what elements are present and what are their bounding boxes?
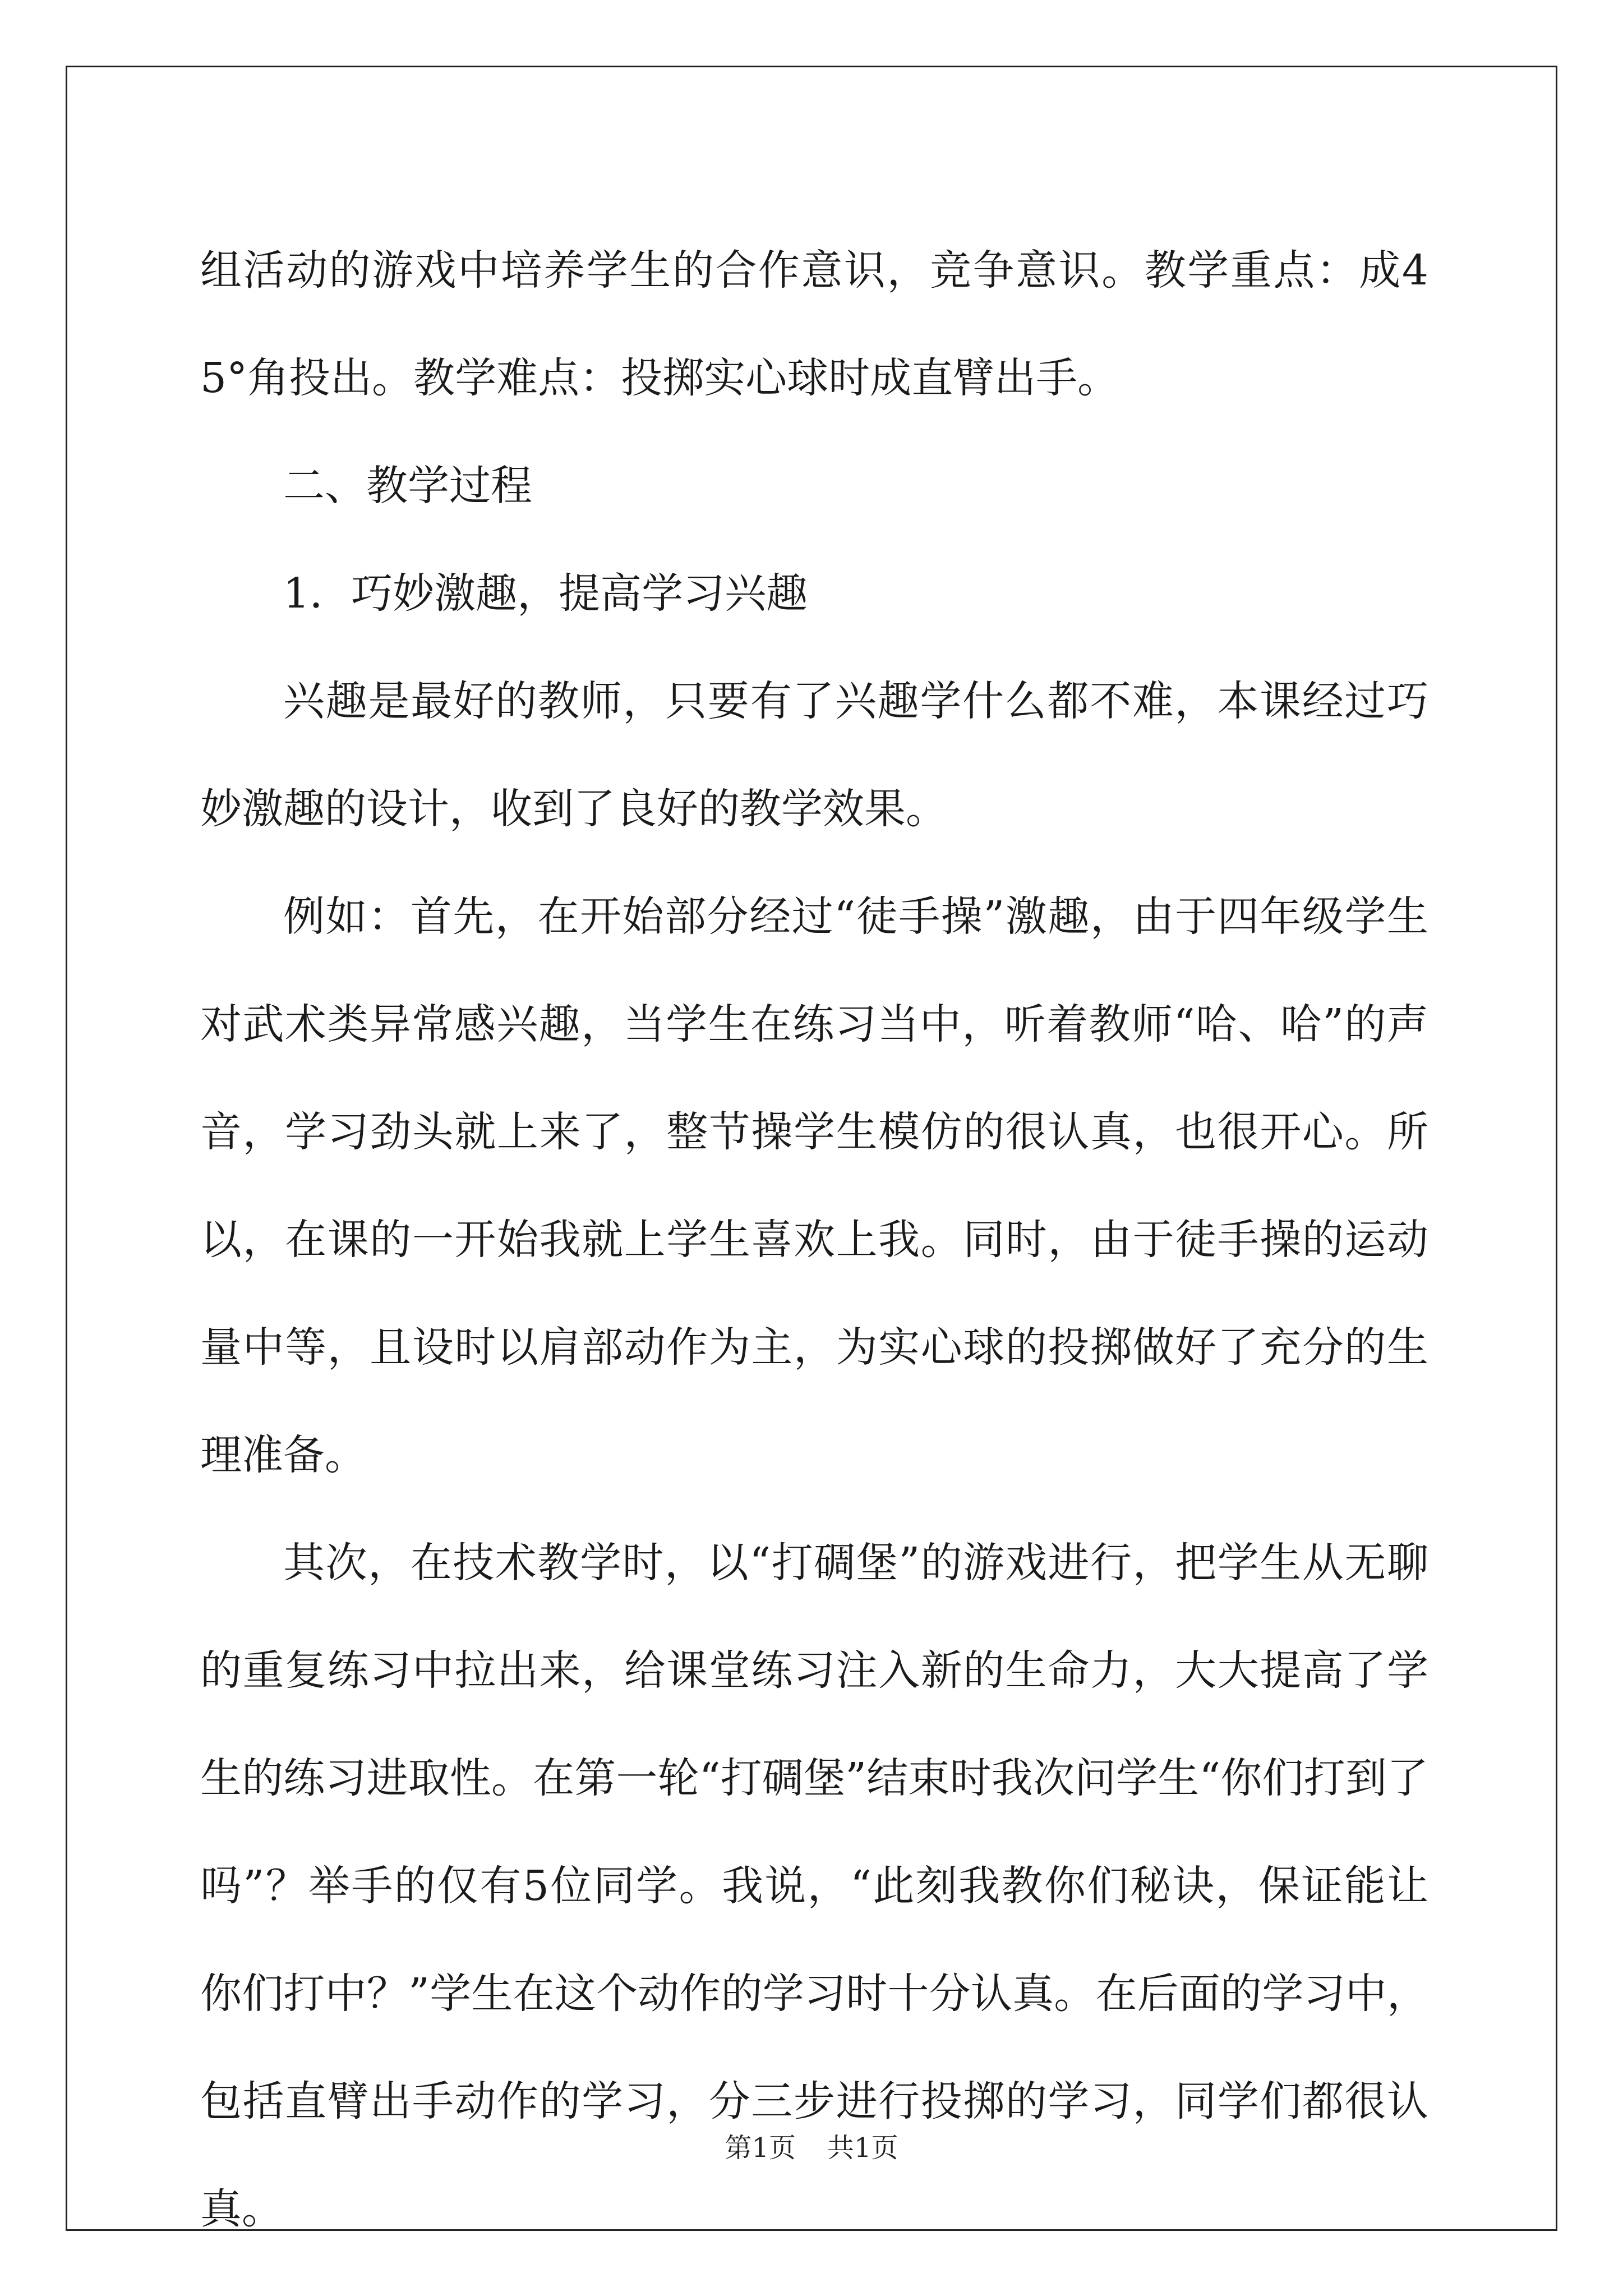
paragraph-2: 兴趣是最好的教师，只要有了兴趣学什么都不难，本课经过巧妙激趣的设计，收到了良好的教学效果。	[200, 677, 1428, 833]
paragraph-1: 组活动的游戏中培养学生的合作意识，竞争意识。教学重点：成45°角投出。教学难点：投掷实心球时成直臂出手。	[200, 246, 1428, 402]
paragraph-3: 例如：首先，在开始部分经过“徒手操”激趣，由于四年级学生对武术类异常感兴趣，当学生在练习当中，听着教师“哈、哈”的声音，学习劲头就上来了，整节操学生模仿的很认真，也很开心。所以，在课的一开始我就上学生喜欢上我。同时，由于徒手操的运动量中等，且设时以肩部动作为主，为实心球的投掷做好了充分的生理准备。	[200, 892, 1428, 1479]
page-number-total: 共1页	[827, 2132, 898, 2164]
subheading-1: 1．巧妙激趣，提高学习兴趣	[283, 569, 808, 618]
page-footer	[0, 2126, 1623, 2165]
paragraph-4: 其次，在技术教学时，以“打碉堡”的游戏进行，把学生从无聊的重复练习中拉出来，给课堂练习注入新的生命力，大大提高了学生的练习进取性。在第一轮“打碉堡”结束时我次问学生“你们打到了吗”？举手的仅有5位同学。我说，“此刻我教你们秘诀，保证能让你们打中？”学生在这个动作的学习时十分认真。在后面的学习中，包括直臂出手动作的学习，分三步进行投掷的学习，同学们都很认真。	[200, 1539, 1428, 2233]
document-body	[200, 217, 1428, 2263]
page-number-current: 第1页	[725, 2132, 796, 2164]
section-heading-teaching-process: 二、教学过程	[283, 462, 532, 510]
